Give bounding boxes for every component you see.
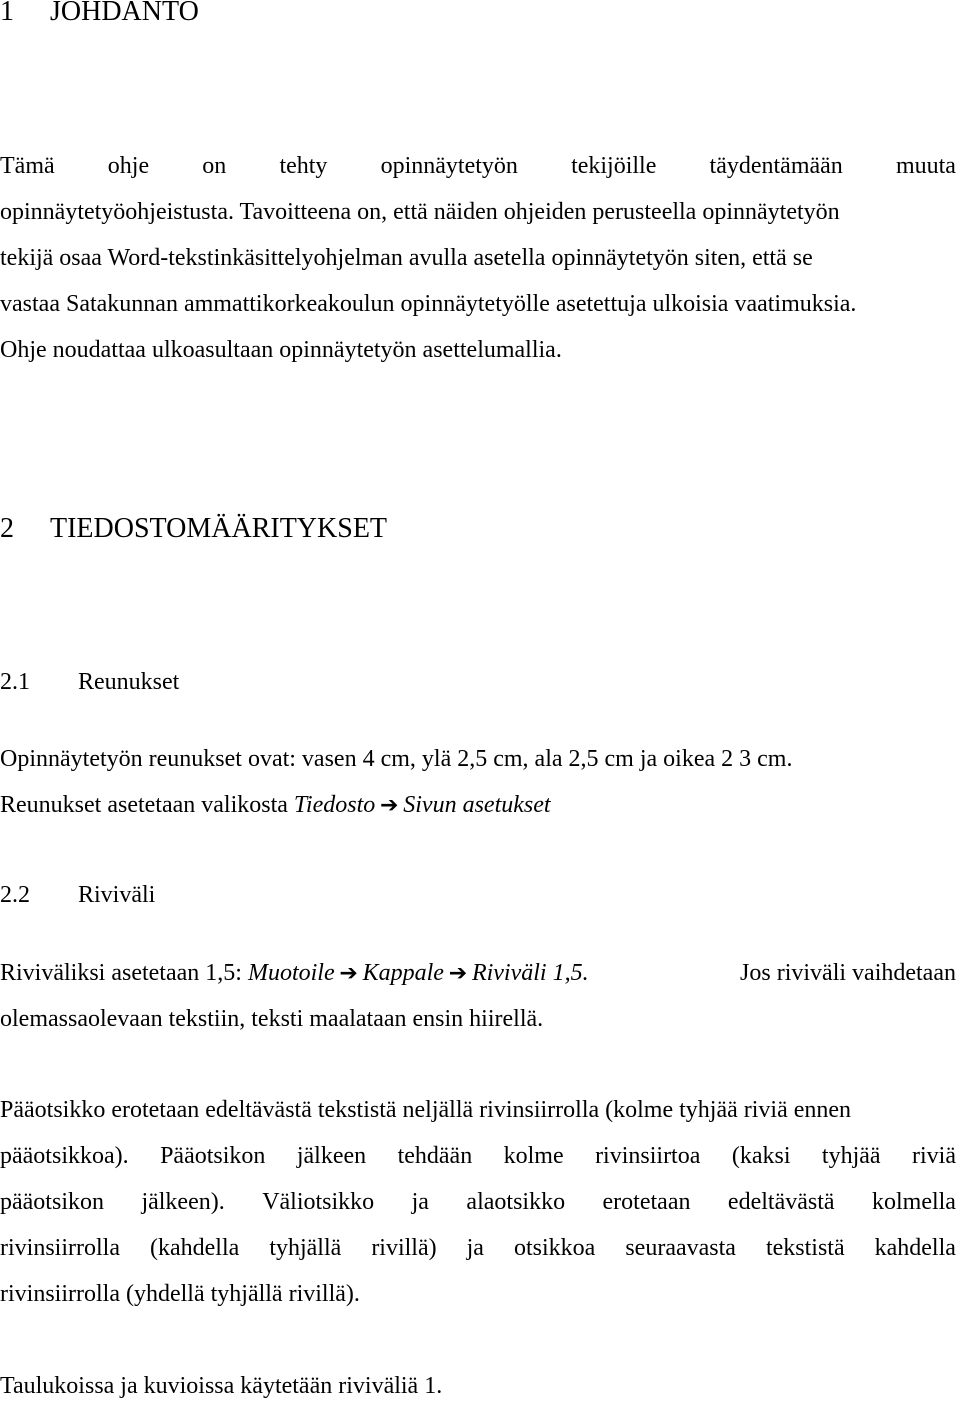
word: Väliotsikko xyxy=(262,1189,375,1215)
word: muuta xyxy=(895,153,956,179)
word: rivinsiirtoa xyxy=(595,1143,701,1169)
word: ja xyxy=(466,1235,484,1261)
word: pääotsikon xyxy=(0,1189,104,1215)
word: erotetaan xyxy=(602,1189,691,1215)
heading-number: 1 xyxy=(0,0,14,27)
word: (kahdella xyxy=(150,1235,240,1261)
heading-spacing-paragraph xyxy=(0,1087,956,1317)
word: ja xyxy=(411,1189,429,1215)
heading-tiedostomaaritykset xyxy=(0,513,387,545)
word: edeltävästä xyxy=(727,1189,835,1215)
paragraph-line xyxy=(0,782,956,828)
word: tyhjää xyxy=(821,1143,881,1169)
word: kolmella xyxy=(871,1189,956,1215)
paragraph-line: tekijä osaa Word-tekstinkäsittelyohjelman avulla asetella opinnäytetyön siten, että se xyxy=(0,245,813,271)
word: kahdella xyxy=(874,1235,956,1261)
word: on xyxy=(202,153,227,179)
menu-path-kappale: Kappale xyxy=(362,960,444,986)
heading-title: TIEDOSTOMÄÄRITYKSET xyxy=(50,513,388,544)
subheading-title: Reunukset xyxy=(78,669,180,695)
paragraph-line: opinnäytetyöohjeistusta. Tavoitteena on, että näiden ohjeiden perusteella opinnäytetyön xyxy=(0,199,840,225)
paragraph-line: Taulukoissa ja kuvioissa käytetään riviväliä 1. xyxy=(0,1373,443,1399)
word: ohje xyxy=(107,153,150,179)
subheading-reunukset xyxy=(0,667,179,697)
paragraph-line: olemassaolevaan tekstiin, teksti maalataan ensin hiirellä. xyxy=(0,1006,544,1032)
word: tekijöille xyxy=(571,153,657,179)
intro-paragraph xyxy=(0,143,956,373)
subheading-rivivali xyxy=(0,880,155,910)
word: täydentämään xyxy=(709,153,843,179)
word: tehty xyxy=(279,153,328,179)
word: pääotsikkoa). xyxy=(0,1143,129,1169)
heading-title: JOHDANTO xyxy=(50,0,199,27)
paragraph-line: vastaa Satakunnan ammattikorkeakoulun opinnäytetyölle asetettuja ulkoisia vaatimuksia. xyxy=(0,291,857,317)
right-arrow-icon: ➔ xyxy=(380,793,399,818)
word: Pääotsikon xyxy=(160,1143,266,1169)
paragraph-line xyxy=(0,1179,956,1225)
subheading-number: 2.2 xyxy=(0,882,30,908)
word: tehdään xyxy=(397,1143,473,1169)
heading-johdanto xyxy=(0,0,199,28)
paragraph-line: Pääotsikko erotetaan edeltävästä tekstistä neljällä rivinsiirrolla (kolme tyhjää riviä ennen xyxy=(0,1097,852,1123)
word: opinnäytetyön xyxy=(380,153,518,179)
subheading-number: 2.1 xyxy=(0,669,30,695)
word: otsikkoa xyxy=(513,1235,596,1261)
word: jälkeen). xyxy=(141,1189,225,1215)
word: kolme xyxy=(503,1143,564,1169)
subheading-title: Riviväli xyxy=(78,882,156,908)
text-fragment xyxy=(0,950,589,996)
word: riviä xyxy=(912,1143,956,1169)
paragraph-line: Ohje noudattaa ulkoasultaan opinnäytetyön asettelumallia. xyxy=(0,337,562,363)
word: Tämä xyxy=(0,153,55,179)
word: rivinsiirrolla xyxy=(0,1235,120,1261)
menu-path-muotoile: Muotoile xyxy=(247,960,335,986)
paragraph-line xyxy=(0,950,956,996)
table-spacing-paragraph xyxy=(0,1363,956,1409)
paragraph-line xyxy=(0,1133,956,1179)
paragraph-line xyxy=(0,143,956,189)
word: alaotsikko xyxy=(466,1189,566,1215)
paragraph-line: rivinsiirrolla (yhdellä tyhjällä rivillä). xyxy=(0,1281,360,1307)
text-fragment: Riviväliksi asetetaan 1,5: xyxy=(0,960,242,986)
word: seuraavasta xyxy=(625,1235,736,1261)
heading-number: 2 xyxy=(0,513,14,544)
word: rivillä) xyxy=(371,1235,437,1261)
word: tekstistä xyxy=(765,1235,845,1261)
paragraph-line: Opinnäytetyön reunukset ovat: vasen 4 cm, ylä 2,5 cm, ala 2,5 cm ja oikea 2 3 cm. xyxy=(0,746,793,772)
menu-path-sivun-asetukset: Sivun asetukset xyxy=(403,792,551,818)
word: (kaksi xyxy=(731,1143,791,1169)
menu-path-tiedosto: Tiedosto xyxy=(293,792,376,818)
text-fragment: Reunukset asetetaan valikosta xyxy=(0,792,294,818)
paragraph-line xyxy=(0,1225,956,1271)
menu-path-rivivali: Riviväli 1,5. xyxy=(471,960,589,986)
word: jälkeen xyxy=(296,1143,367,1169)
line-spacing-paragraph xyxy=(0,950,956,1042)
right-arrow-icon: ➔ xyxy=(339,961,358,986)
right-arrow-icon: ➔ xyxy=(448,961,468,986)
margins-paragraph xyxy=(0,736,956,828)
word: tyhjällä xyxy=(269,1235,342,1261)
text-fragment: Jos riviväli vaihdetaan xyxy=(740,960,956,986)
